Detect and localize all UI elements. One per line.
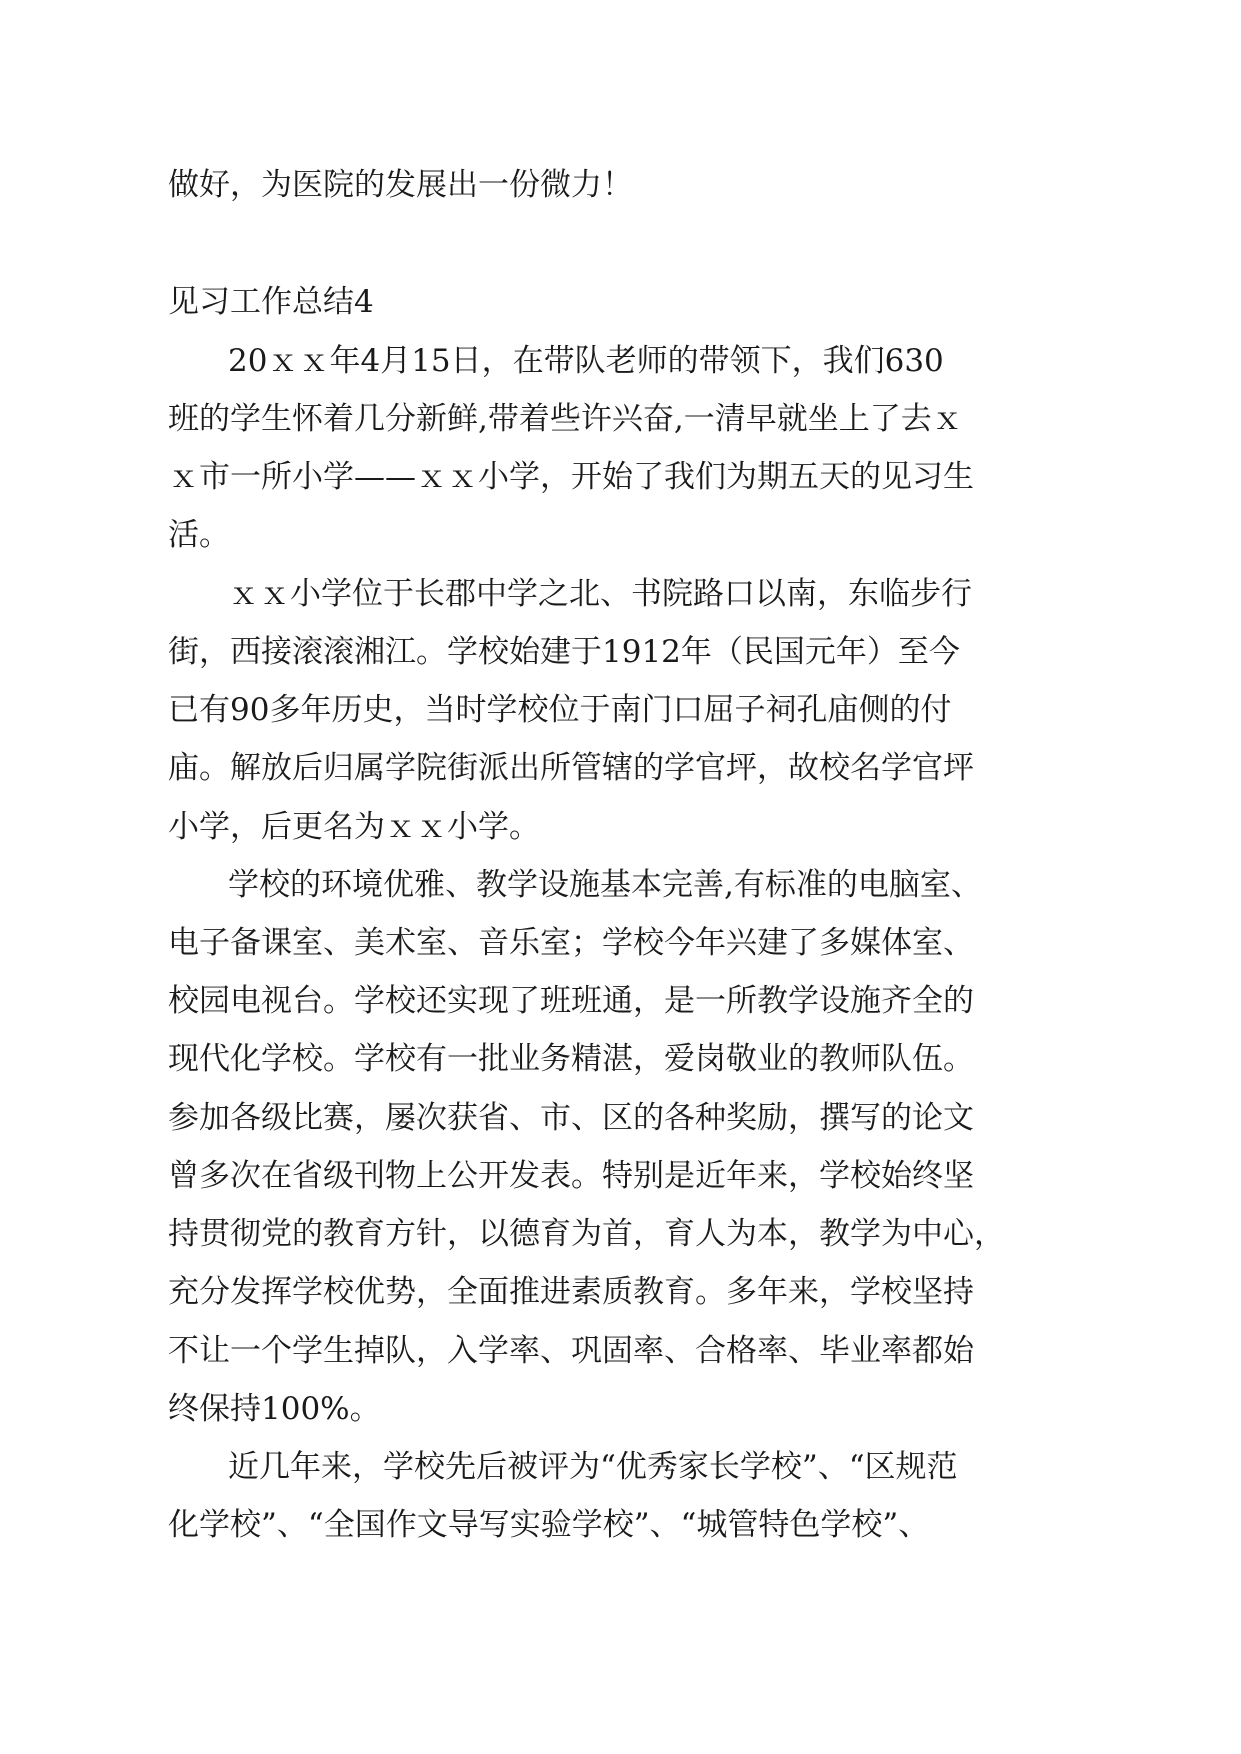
paragraph-line: 电子备课室、美术室、音乐室；学校今年兴建了多媒体室、 <box>168 925 974 961</box>
continuation-line: 做好，为医院的发展出一份微力！ <box>168 167 633 203</box>
section-title: 见习工作总结4 <box>168 284 374 320</box>
paragraph-line: 街，西接滚滚湘江。学校始建于1912年（民国元年）至今 <box>168 634 960 670</box>
paragraph-line: 参加各级比赛，屡次获省、市、区的各种奖励，撰写的论文 <box>168 1100 974 1136</box>
paragraph-line: ｘｘ小学位于长郡中学之北、书院路口以南，东临步行 <box>228 576 972 612</box>
paragraph-line: 近几年来，学校先后被评为“优秀家长学校”、“区规范 <box>228 1449 958 1485</box>
paragraph-line: 校园电视台。学校还实现了班班通，是一所教学设施齐全的 <box>168 983 974 1019</box>
paragraph-line: 班的学生怀着几分新鲜,带着些许兴奋,一清早就坐上了去ｘ <box>168 401 963 437</box>
paragraph-line: 化学校”、“全国作文导写实验学校”、“城管特色学校”、 <box>168 1507 930 1543</box>
paragraph-line: 曾多次在省级刊物上公开发表。特别是近年来，学校始终坚 <box>168 1158 974 1194</box>
paragraph-line: 庙。解放后归属学院街派出所管辖的学官坪，故校名学官坪 <box>168 750 974 786</box>
paragraph-line: 小学，后更名为ｘｘ小学。 <box>168 809 540 845</box>
paragraph-line: 学校的环境优雅、教学设施基本完善,有标准的电脑室、 <box>228 867 982 903</box>
paragraph-line: 充分发挥学校优势，全面推进素质教育。多年来，学校坚持 <box>168 1274 974 1310</box>
paragraph-line: 20ｘｘ年4月15日，在带队老师的带领下，我们630 <box>228 343 944 379</box>
paragraph-line: ｘ市一所小学——ｘｘ小学，开始了我们为期五天的见习生 <box>168 459 974 495</box>
paragraph-line: 终保持100%。 <box>168 1391 381 1427</box>
paragraph-line: 现代化学校。学校有一批业务精湛，爱岗敬业的教师队伍。 <box>168 1041 974 1077</box>
paragraph-line: 已有90多年历史，当时学校位于南门口屈子祠孔庙侧的付 <box>168 692 952 728</box>
paragraph-line: 不让一个学生掉队，入学率、巩固率、合格率、毕业率都始 <box>168 1333 974 1369</box>
paragraph-line: 持贯彻党的教育方针，以德育为首，育人为本，教学为中心， <box>168 1216 1005 1252</box>
paragraph-line: 活。 <box>168 517 230 553</box>
